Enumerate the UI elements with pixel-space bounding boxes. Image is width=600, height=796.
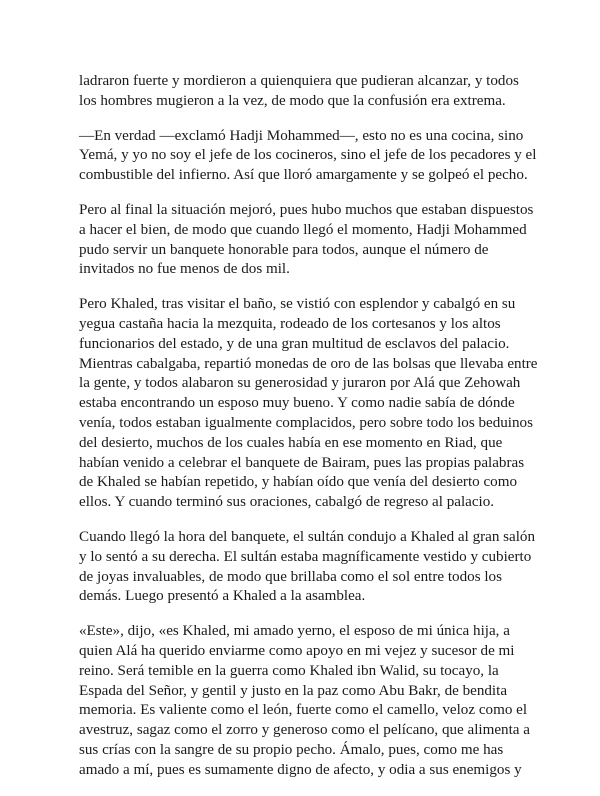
text-line: memoria. Es valiente como el león, fuerte como el camello, veloz como el [79,702,528,719]
text-line: yegua castaña hacia la mezquita, rodeado de los cortesanos y los altos [79,315,501,332]
paragraph-4 [79,295,538,513]
text-line: combustible del infierno. Así que lloró amargamente y se golpeó el pecho. [79,167,528,184]
text-line: la gente, y todos alabaron su generosidad y juraron por Alá que Zehowah [79,375,521,392]
paragraph-6 [79,622,529,780]
text-line: venía, todos estaban igualmente complacidos, pero sobre todo los beduinos [79,414,533,431]
text-line: los hombres mugieron a la vez, de modo que la confusión era extrema. [79,92,506,109]
text-line: amado a mí, pues es sumamente digno de afecto, y odia a sus enemigos y [79,761,522,778]
text-line: Pero Khaled, tras visitar el baño, se vistió con esplendor y cabalgó en su [79,296,516,313]
text-line: demás. Luego presentó a Khaled a la asamblea. [79,588,366,605]
text-line: Cuando llegó la hora del banquete, el sultán condujo a Khaled al gran salón [79,528,536,545]
text-line: avestruz, sagaz como el zorro y generoso como el pelícano, que alimenta a [79,722,530,739]
text-line: Pero al final la situación mejoró, pues hubo muchos que estaban dispuestos [79,201,534,218]
text-line: habían venido a celebrar el banquete de Bairam, pues las propias palabras [79,454,525,471]
text-line: ladraron fuerte y mordieron a quienquiera que pudieran alcanzar, y todos [79,73,519,89]
paragraph-5 [79,528,536,607]
text-line: —En verdad —exclamó Hadji Mohammed—, esto no es una cocina, sino [79,127,524,144]
text-line: invitados no fue menos de dos mil. [79,261,290,278]
text-line: funcionarios del estado, y de una gran multitud de esclavos del palacio. [79,335,510,352]
text-line: ellos. Y cuando terminó sus oraciones, cabalgó de regreso al palacio. [79,494,495,511]
paragraph-2 [79,127,537,186]
text-line: «Este», dijo, «es Khaled, mi amado yerno, el esposo de mi única hija, a [79,623,510,640]
text-line: y lo sentó a su derecha. El sultán estaba magníficamente vestido y cubierto [79,548,532,565]
text-line: Espada del Señor, y gentil y justo en la paz como Abu Bakr, de bendita [79,682,508,699]
paragraph-1 [79,72,529,112]
text-line: reino. Será temible en la guerra como Khaled ibn Walid, su tocayo, la [79,662,499,679]
paragraph-3 [79,201,534,280]
text-line: estaba encontrando un esposo muy bueno. Y como nadie sabía de dónde [79,395,515,412]
text-line: a hacer el bien, de modo que cuando llegó el momento, Hadji Mohammed [79,221,527,238]
document-page [79,72,538,796]
text-line: de Khaled se habían repetido, y habían oído que venía del desierto como [79,474,517,491]
text-line: pudo servir un banquete honorable para todos, aunque el número de [79,241,489,258]
text-line: sus crías con la sangre de su propio pecho. Ámalo, pues, como me has [79,741,504,758]
text-line: de joyas invaluables, de modo que brillaba como el sol entre todos los [79,568,502,585]
text-line: quien Alá ha querido enviarme como apoyo en mi vejez y sucesor de mi [79,642,515,659]
text-line: del desierto, muchos de los cuales había en ese momento en Riad, que [79,434,503,451]
text-line: Yemá, y yo no soy el jefe de los cocineros, sino el jefe de los pecadores y el [79,147,537,164]
text-line: Mientras cabalgaba, repartió monedas de oro de las bolsas que llevaba entre [79,355,538,372]
